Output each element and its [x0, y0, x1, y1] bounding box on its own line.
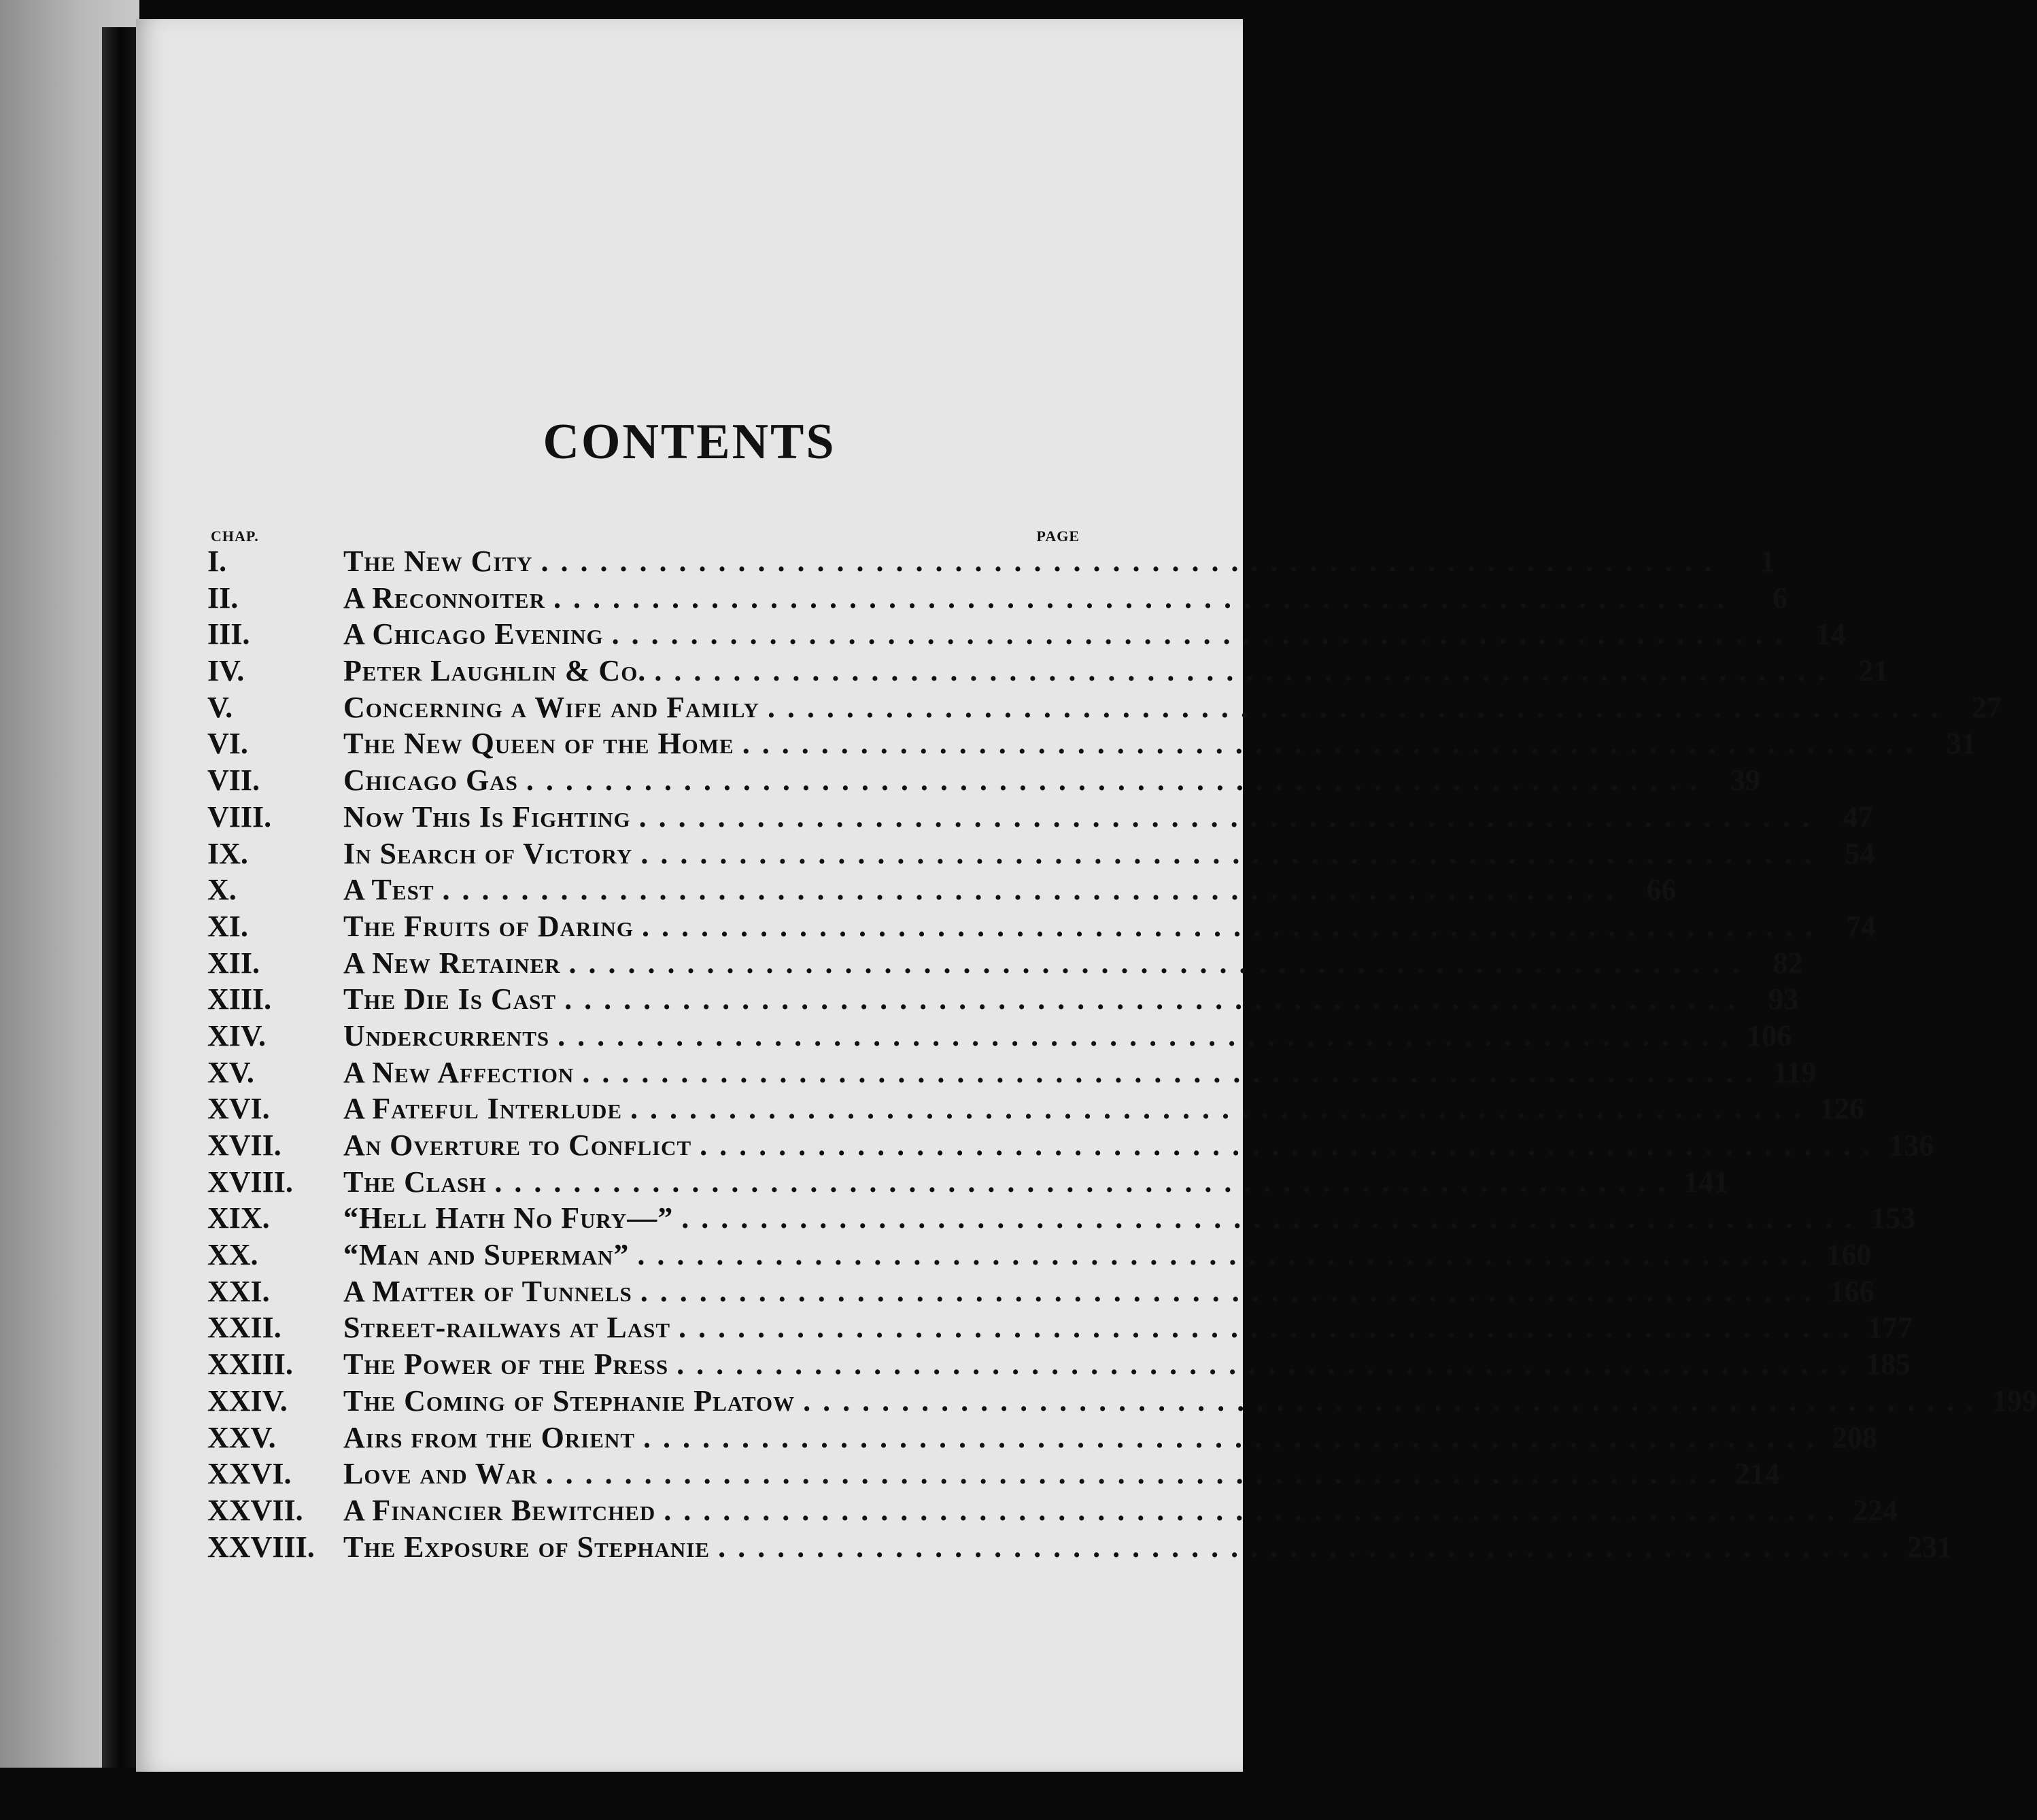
page-number: 66 — [1646, 873, 1677, 907]
dot-leader: ............................................................ — [494, 1165, 1678, 1199]
contents-page — [136, 19, 2037, 1772]
chapter-title: A Fateful Interlude — [343, 1092, 623, 1126]
dot-leader: ............................................................ — [553, 581, 1736, 615]
chapter-number: XXI. — [207, 1274, 270, 1308]
chapter-title: Now This Is Fighting — [343, 800, 631, 834]
chapter-title: The Exposure of Stephanie — [343, 1530, 711, 1564]
dot-leader: ............................................................ — [582, 1055, 1766, 1089]
page-number: 14 — [1815, 617, 1846, 651]
toc-entry — [207, 1530, 1953, 1566]
toc-entry — [207, 763, 1760, 800]
dot-leader: ............................................................ — [442, 873, 1626, 907]
toc-entry — [207, 1347, 1911, 1384]
toc-entry — [207, 800, 1873, 836]
toc-entry — [207, 982, 1799, 1018]
page-number: 224 — [1853, 1493, 1898, 1527]
page-number: 136 — [1889, 1129, 1934, 1162]
dot-leader: ............................................................ — [611, 617, 1795, 651]
page-number: 208 — [1832, 1420, 1878, 1454]
chapter-number: XXVIII. — [207, 1530, 315, 1564]
toc-entry — [207, 726, 1976, 763]
table-of-contents — [207, 544, 2037, 1566]
page-number: 153 — [1870, 1201, 1916, 1235]
toc-entry — [207, 1201, 1916, 1237]
chapter-title: “Man and Superman” — [343, 1238, 630, 1272]
toc-entry — [207, 1091, 1865, 1128]
toc-entry — [207, 617, 1846, 653]
toc-entry — [207, 690, 2002, 727]
page-number: 177 — [1868, 1311, 1913, 1345]
chapter-number: XXVI. — [207, 1457, 292, 1491]
chapter-title: A New Affection — [343, 1055, 575, 1089]
toc-entry — [207, 1493, 1898, 1530]
page-number: 214 — [1734, 1457, 1780, 1491]
dot-leader: ............................................................ — [742, 727, 1925, 761]
toc-entry — [207, 1055, 1817, 1092]
chapter-number: XVIII. — [207, 1165, 293, 1199]
toc-entry — [207, 653, 1889, 690]
page-number: 166 — [1829, 1274, 1875, 1308]
chapter-title: The Power of the Press — [343, 1347, 669, 1381]
dot-leader: ............................................................ — [545, 1457, 1729, 1491]
chapter-number: XIV. — [207, 1018, 267, 1052]
chapter-number: XXV. — [207, 1420, 276, 1454]
chapter-title: Undercurrents — [343, 1018, 550, 1052]
dot-leader: ............................................................ — [679, 1311, 1862, 1345]
chapter-number: XI. — [207, 909, 248, 943]
dot-leader: ............................................................ — [643, 1420, 1827, 1454]
toc-entry — [207, 1420, 1878, 1457]
page-number: 106 — [1747, 1018, 1792, 1052]
chapter-title: An Overture to Conflict — [343, 1129, 692, 1162]
toc-entry — [207, 1456, 1780, 1493]
chapter-title: A Chicago Evening — [343, 617, 604, 651]
chapter-column-header: CHAP. — [211, 528, 259, 545]
dot-leader: ............................................................ — [803, 1384, 1987, 1418]
page-number: 31 — [1946, 727, 1976, 761]
chapter-number: IX. — [207, 836, 248, 870]
chapter-title: Chicago Gas — [343, 763, 518, 797]
dot-leader: ............................................................ — [637, 1238, 1821, 1272]
chapter-title: Love and War — [343, 1457, 538, 1491]
chapter-title: The Clash — [343, 1165, 487, 1199]
chapter-number: XII. — [207, 946, 260, 980]
chapter-title: A New Retainer — [343, 946, 561, 980]
chapter-number: VII. — [207, 763, 260, 797]
page-number: 6 — [1773, 581, 1787, 615]
dot-leader: ............................................................ — [526, 763, 1709, 797]
chapter-title: The New City — [343, 545, 533, 578]
page-number: 74 — [1845, 909, 1876, 943]
chapter-title: Peter Laughlin & Co. — [343, 654, 647, 688]
page-number: 54 — [1845, 836, 1875, 870]
toc-entry — [207, 1274, 1875, 1311]
chapter-number: XXVII. — [207, 1493, 303, 1527]
page-number: 21 — [1858, 654, 1889, 688]
chapter-title: Street-railways at Last — [343, 1311, 671, 1345]
chapter-title: A Financier Bewitched — [343, 1493, 656, 1527]
chapter-number: XX. — [207, 1238, 258, 1272]
chapter-number: XIX. — [207, 1201, 270, 1235]
toc-entry — [207, 1310, 1913, 1347]
dot-leader: ............................................................ — [681, 1201, 1865, 1235]
toc-entry — [207, 1128, 1934, 1165]
chapter-number: XVII. — [207, 1129, 281, 1162]
toc-entry — [207, 1165, 1729, 1201]
chapter-number: XVI. — [207, 1092, 270, 1126]
chapter-title: “Hell Hath No Fury—” — [343, 1201, 674, 1235]
chapter-title: A Reconnoiter — [343, 581, 545, 615]
chapter-number: IV. — [207, 654, 245, 688]
dot-leader: ............................................................ — [677, 1347, 1860, 1381]
chapter-number: XXII. — [207, 1311, 281, 1345]
toc-entry — [207, 1384, 2037, 1420]
toc-entry — [207, 1018, 1792, 1055]
chapter-number: XXIII. — [207, 1347, 293, 1381]
dot-leader: ............................................................ — [541, 545, 1724, 578]
page-number: 141 — [1683, 1165, 1729, 1199]
chapter-title: Concerning a Wife and Family — [343, 690, 759, 724]
dot-leader: ............................................................ — [564, 982, 1748, 1016]
chapter-title: A Matter of Tunnels — [343, 1274, 632, 1308]
page-number: 39 — [1730, 763, 1760, 797]
toc-entry — [207, 544, 1775, 581]
dot-leader: ............................................................ — [640, 1274, 1824, 1308]
toc-entry — [207, 909, 1876, 946]
chapter-number: II. — [207, 581, 239, 615]
dot-leader: ............................................................ — [638, 800, 1822, 834]
chapter-number: VI. — [207, 727, 248, 761]
chapter-number: XIII. — [207, 982, 272, 1016]
toc-entry — [207, 872, 1677, 909]
chapter-title: A Test — [343, 873, 434, 907]
page-number: 199 — [1992, 1384, 2037, 1418]
page-number: 93 — [1768, 982, 1799, 1016]
chapter-title: The New Queen of the Home — [343, 727, 734, 761]
toc-entry — [207, 946, 1803, 982]
dot-leader: ............................................................ — [700, 1129, 1883, 1162]
page-number: 1 — [1760, 545, 1775, 578]
page-title: CONTENTS — [543, 414, 836, 470]
chapter-title: The Coming of Stephanie Platow — [343, 1384, 795, 1418]
dot-leader: ............................................................ — [641, 909, 1825, 943]
chapter-number: VIII. — [207, 800, 272, 834]
toc-entry — [207, 1237, 1872, 1274]
page-number: 119 — [1773, 1055, 1817, 1089]
chapter-title: In Search of Victory — [343, 836, 633, 870]
dot-leader: ............................................................ — [664, 1493, 1847, 1527]
toc-entry — [207, 836, 1875, 873]
chapter-title: Airs from the Orient — [343, 1420, 636, 1454]
dot-leader: ............................................................ — [640, 836, 1824, 870]
chapter-number: I. — [207, 545, 227, 578]
page-number: 27 — [1971, 690, 2002, 724]
dot-leader: ............................................................ — [568, 946, 1752, 980]
page-number: 160 — [1826, 1238, 1872, 1272]
page-number: 82 — [1773, 946, 1803, 980]
page-number: 126 — [1819, 1092, 1865, 1126]
dot-leader: ............................................................ — [558, 1018, 1741, 1052]
page-number: 185 — [1866, 1347, 1911, 1381]
chapter-number: XXIV. — [207, 1384, 288, 1418]
chapter-number: III. — [207, 617, 250, 651]
dot-leader: ............................................................ — [654, 654, 1838, 688]
dot-leader: ............................................................ — [767, 690, 1951, 724]
page-number: 231 — [1907, 1530, 1953, 1564]
chapter-number: X. — [207, 873, 237, 907]
dot-leader: ............................................................ — [718, 1530, 1902, 1564]
chapter-title: The Fruits of Daring — [343, 909, 634, 943]
chapter-title: The Die Is Cast — [343, 982, 557, 1016]
toc-entry — [207, 581, 1787, 617]
page-number: 47 — [1843, 800, 1873, 834]
dot-leader: ............................................................ — [630, 1092, 1814, 1126]
page-column-header: PAGE — [1036, 528, 1080, 545]
chapter-number: V. — [207, 690, 233, 724]
chapter-number: XV. — [207, 1055, 254, 1089]
